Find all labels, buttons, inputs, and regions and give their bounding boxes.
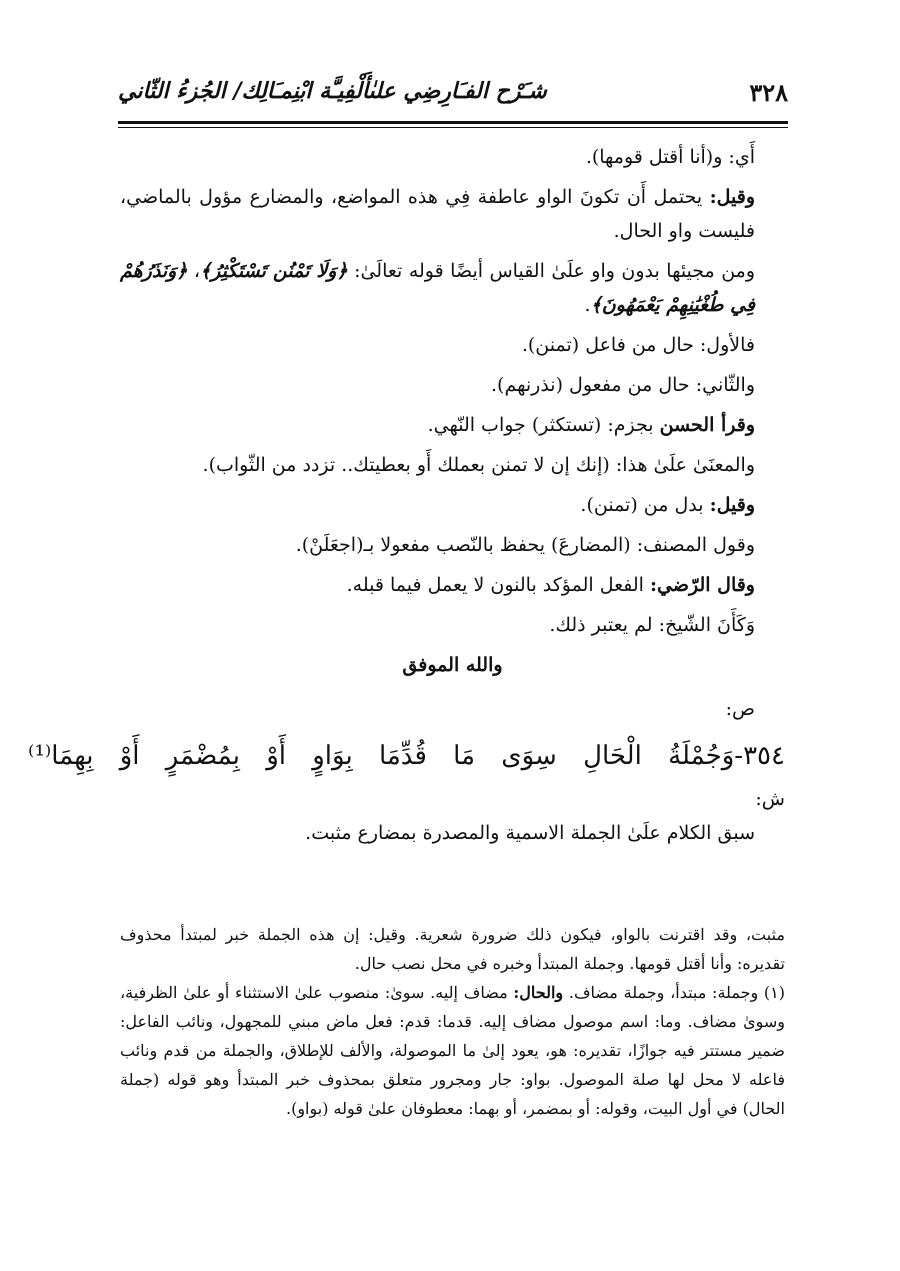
quran-quote: ﴿وَنَذَرُهُمْ فِي طُغْيَٰنِهِمْ يَعْمَهُونَ﴾ bbox=[120, 260, 755, 316]
footnotes bbox=[120, 920, 785, 1123]
text: مضاف إليه. سوىٰ: منصوب علىٰ الاستثناء أو علىٰ الظرفية، وسوىٰ مضاف. وما: اسم موصول مضاف إليه. قدما: قدم: فعل ماض مبني للمجهول، ونائب الفاعل: ضمير مستتر فيه جوازًا، تقديره: هو، يعود إلىٰ ما الموصولة، والألف للإطلاق، والجملة من قدم ونائب فاعله لا محل لها صلة الموصول. بواو: جار ومجرور متعلق بمحذوف خبر المبتدأ وهو قوله (جملة الحال) في أول البيت، وقوله: أو بمضمر، أو بهما: معطوفان علىٰ قوله (بواو). bbox=[120, 983, 785, 1118]
paragraph bbox=[120, 254, 785, 322]
paragraph: وقول المصنف: (المضارعَ) يحفظ بالنّصب مفعولا بـ(اجعَلَنْ). bbox=[295, 534, 755, 556]
text: ، bbox=[187, 260, 201, 282]
quran-quote: ﴿وَلَا تَمْنُن تَسْتَكْثِرُ﴾ bbox=[200, 260, 348, 282]
header-rule-thin bbox=[118, 127, 788, 128]
verse-line: ٣٥٤-وَجُمْلَةُ الْحَالِ سِوَى مَا قُدِّمَا بِوَاوٍ أَوْ بِمُضْمَرٍ أَوْ بِهِمَا⁽¹⁾ bbox=[28, 741, 785, 771]
keyword: وقال الرّضي: bbox=[649, 574, 755, 596]
sad-label: ص: bbox=[725, 698, 755, 720]
keyword: وقيل: bbox=[709, 186, 755, 208]
text: الفعل المؤكد بالنون لا يعمل فيما قبله. bbox=[346, 574, 650, 596]
paragraph bbox=[120, 568, 785, 602]
paragraph: والمعنَىٰ علَىٰ هذا: (إنك إن لا تمنن بعملك أَو بعطيتك.. تزدد من الثّواب). bbox=[202, 454, 755, 476]
paragraph: وَكَأَنَ الشّيخ: لم يعتبر ذلك. bbox=[549, 614, 755, 636]
paragraph bbox=[120, 180, 785, 248]
text: (١) وجملة: مبتدأ، وجملة مضاف. bbox=[563, 983, 785, 1002]
page-number: ٣٢٨ bbox=[749, 78, 788, 107]
paragraph bbox=[120, 488, 785, 522]
page-header bbox=[118, 78, 788, 114]
footnote-continuation: مثبت، وقد اقترنت بالواو، فيكون ذلك ضرورة شعرية. وقيل: إن هذه الجملة خبر لمبتدأ محذوف تقديره: وأنا أقتل قومها. وجملة المبتدأ وخبره في محل نصب حال. bbox=[120, 925, 785, 973]
closing-phrase: والله الموفق bbox=[402, 654, 503, 676]
header-rule-thick bbox=[118, 121, 788, 124]
keyword: والحال: bbox=[513, 983, 564, 1002]
footnote-1 bbox=[120, 978, 785, 1123]
paragraph bbox=[120, 408, 785, 442]
paragraph: سبق الكلام علَىٰ الجملة الاسمية والمصدرة بمضارع مثبت. bbox=[305, 822, 755, 844]
paragraph: فالأول: حال من فاعل (تمنن). bbox=[521, 334, 755, 356]
text: يحتمل أَن تكونَ الواو عاطفة فِي هذه المواضع، والمضارع مؤول بالماضي، فليست واو الحال. bbox=[120, 186, 755, 242]
keyword: وقرأ الحسن bbox=[659, 414, 755, 436]
text: بجزم: (تستكثر) جواب النّهي. bbox=[427, 414, 660, 436]
book-title: شـَرْح الفـَارِضِي علىٰأَلْفِيـَّة ابْنِمـَالِك/ الجُزءُ الثّاني bbox=[118, 78, 547, 104]
text: ومن مجيئها بدون واو علَىٰ القياس أيضًا قوله تعالَىٰ: bbox=[347, 260, 756, 282]
text: بدل من (تمنن). bbox=[580, 494, 710, 516]
paragraph: والثّاني: حال من مفعول (نذرنهم). bbox=[491, 374, 755, 396]
keyword: وقيل: bbox=[709, 494, 755, 516]
paragraph: أَي: و(أنا أقتل قومها). bbox=[585, 146, 755, 168]
main-text bbox=[28, 140, 785, 856]
text: . bbox=[584, 294, 591, 316]
shin-label: ش: bbox=[755, 788, 785, 810]
